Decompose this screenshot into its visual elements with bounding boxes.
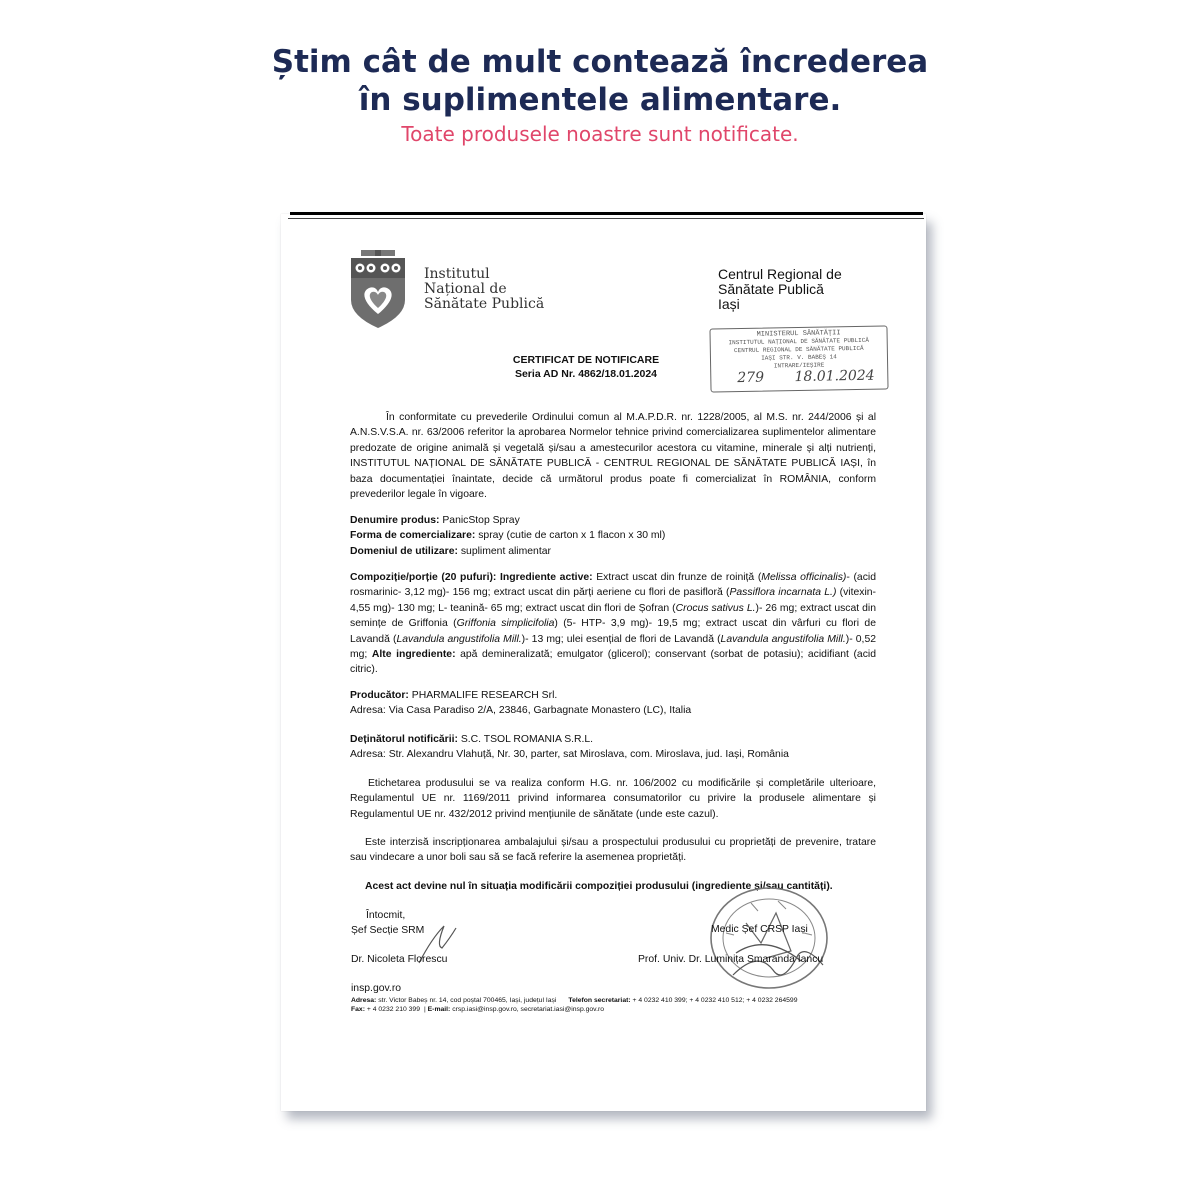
- regional-centre-name: [718, 267, 842, 312]
- composition-text-8: apă demineralizată; emulgator (glicerol); conservant (sorbat de potasiu); acidifiant (acid citric).: [350, 649, 876, 676]
- product-domain: supliment alimentar: [457, 545, 551, 557]
- forbidden-claims-paragraph: Este interzisă inscripționarea ambalajului și/sau a prospectului produsului cu proprietăți de prevenire, tratare sau vindecare a unor boli sau să se facă referire la asemenea proprietăți.: [350, 837, 876, 864]
- composition-text-5: ) (5- HTP- 3,9 mg)- 19,5 mg; extract uscat din vârfuri cu flori de Lavandă (: [350, 618, 876, 645]
- composition-text-6: )- 13 mg; ulei esențial de flori de Lavandă (: [521, 633, 721, 645]
- product-domain-label: Domeniul de utilizare:: [350, 545, 458, 557]
- certificate-series-number: Seria AD Nr. 4862/18.01.2024: [514, 368, 658, 380]
- centre-line-1: Centrul Regional de: [718, 266, 842, 282]
- composition-text-4: )- 26 mg; extract uscat din semințe de Griffonia (: [350, 602, 876, 630]
- institute-line-1: Institutul: [424, 266, 490, 282]
- certificate-title: CERTIFICAT DE NOTIFICARE: [512, 354, 660, 366]
- subtitle: Toate produsele noastre sunt notificate.: [401, 122, 799, 146]
- passiflora-latin-name: Passiflora incarnata L.): [729, 587, 837, 599]
- composition-text-2: - (acid rosmarinic- 3,12 mg)- 156 mg; extract uscat din părți aeriene cu flori de pasifloră (: [350, 572, 876, 599]
- melissa-latin-name: Melissa officinalis): [761, 572, 847, 583]
- footer-email-label: E-mail:: [427, 1006, 451, 1013]
- composition-paragraph: [350, 570, 876, 678]
- stamp-line-1: MINISTERUL SĂNĂTĂȚII: [756, 329, 841, 339]
- lavandula-latin-name-2: Lavandula angustifolia Mill.: [720, 633, 846, 645]
- footer-address-label: Adresa:: [351, 997, 377, 1004]
- producer-name: PHARMALIFE RESEARCH Srl.: [408, 690, 558, 701]
- other-ingredients-label: Alte ingrediente:: [371, 649, 456, 661]
- producer-block: [350, 688, 876, 719]
- institute-line-2: Național de: [424, 281, 507, 297]
- certificate-heading: [461, 353, 711, 381]
- footer-contact: Adresa: str. Victor Babeș nr. 14, cod poștal 700465, Iași, județul Iași Telefon secretariat: + 4 0232 410 399; + 4 0232 410 512; + 4 0232 264599 Fax: + 4 0232 210 399 | E-mail: crsp.iasi@insp.gov.ro, secretariat.iasi@insp.gov.ro: [351, 997, 798, 1013]
- product-form: spray (cutie de carton x 1 flacon x 30 ml): [475, 530, 666, 542]
- headline-line-1: Știm cât de mult contează încrederea: [271, 44, 929, 80]
- producer-label: Producător:: [350, 690, 409, 701]
- footer-phone: + 4 0232 410 399; + 4 0232 410 512; + 4 0232 264599: [630, 997, 798, 1004]
- griffonia-latin-name: Griffonia simplicifolia: [456, 618, 555, 630]
- right-signatory-name: Prof. Univ. Dr. Luminița Smaranda Iancu: [638, 954, 824, 965]
- left-signatory-title: Șef Secție SRM: [351, 925, 425, 937]
- prepared-by-label: Întocmit,: [366, 910, 406, 921]
- right-signature-icon: [728, 940, 828, 990]
- product-form-label: Forma de comercializare:: [350, 530, 476, 542]
- holder-name: S.C. TSOL ROMANIA S.R.L.: [457, 734, 594, 745]
- product-name: PanicStop Spray: [439, 515, 520, 526]
- holder-block: [350, 732, 876, 763]
- intro-paragraph: În conformitate cu prevederile Ordinului comun al M.A.P.D.R. nr. 1228/2005, al M.S. nr. 244/2006 și al A.N.S.V.S.A. nr. 63/2006 referitor la aprobarea Normelor tehnice privind comercializarea suplimentelor alimentare predozate de origine animală și vegetală și/sau a amestecurilor acestora cu vitamine, minerale și alți nutrienți, INSTITUTUL NAȚIONAL DE SĂNĂTATE PUBLICĂ - CENTRUL REGIONAL DE SĂNĂTATE PUBLICĂ IAȘI, în baza documentației înaintate, decide că următorul produs poate fi comercializat în ROMÂNIA, conform prevederilor legale în vigoare.: [350, 412, 876, 501]
- labeling-paragraph: Etichetarea produsului se va realiza conform H.G. nr. 106/2002 cu modificările și completările ulterioare, Regulamentul UE nr. 1169/2011 privind informarea consumatorilor cu privire la produsele alimentare și Regulamentul UE nr. 432/2012 privind mențiunile de sănătate (unde este cazul).: [350, 778, 876, 820]
- footer-website: insp.gov.ro: [351, 983, 402, 994]
- composition-label: Compoziție/porție (20 pufuri): Ingrediente active:: [350, 572, 593, 583]
- left-signatory-name: Dr. Nicoleta Florescu: [351, 954, 448, 965]
- insp-shield-logo-icon: [349, 250, 407, 330]
- footer-address: str. Victor Babeș nr. 14, cod poștal 700465, Iași, județul Iași: [376, 997, 557, 1004]
- stamp-line-5: INTRARE/IEȘIRE: [773, 361, 825, 370]
- stamp-line-2: INSTITUTUL NAȚIONAL DE SĂNĂTATE PUBLICĂ: [728, 336, 869, 347]
- product-details: [350, 513, 876, 559]
- null-act-notice: Acest act devine nul în situația modificării compoziției produsului (ingrediente și/sau cantități).: [365, 881, 833, 892]
- footer-phone-label: Telefon secretariat:: [568, 997, 631, 1004]
- footer-email: crsp.iasi@insp.gov.ro, secretariat.iasi@insp.gov.ro: [450, 1006, 605, 1013]
- headline-line-2: în suplimentele alimentare.: [358, 82, 842, 118]
- institute-line-3: Sănătate Publică: [424, 296, 545, 312]
- crocus-latin-name: Crocus sativus L.: [675, 602, 756, 614]
- composition-text-3: (vitexin- 4,55 mg)- 130 mg; L- teanină- 65 mg; extract uscat din flori de Șofran (: [350, 587, 876, 614]
- stamp-registration-number: 279: [737, 369, 765, 387]
- lavandula-latin-name-1: Lavandula angustifolia Mill.: [396, 633, 522, 645]
- footer-fax-label: Fax:: [351, 1006, 365, 1013]
- stamp-date: 18.01.2024: [794, 367, 875, 386]
- right-signatory-title: Medic Șef CRSP Iași: [711, 924, 808, 935]
- footer-fax: + 4 0232 210 399: [364, 1006, 420, 1013]
- stamp-line-3: CENTRUL REGIONAL DE SĂNĂTATE PUBLICĂ: [733, 344, 864, 355]
- holder-label: Deținătorul notificării:: [350, 734, 458, 745]
- centre-line-3: Iași: [718, 296, 740, 312]
- composition-text-1: Extract uscat din frunze de roiniță (: [592, 572, 762, 583]
- holder-address: Adresa: Str. Alexandru Vlahuță, Nr. 30, parter, sat Miroslava, com. Miroslava, jud. Iași, România: [350, 749, 789, 761]
- producer-address: Adresa: Via Casa Paradiso 2/A, 23846, Garbagnate Monastero (LC), Italia: [350, 705, 692, 717]
- registration-stamp: [709, 325, 888, 392]
- composition-text-7: )- 0,52 mg;: [350, 633, 876, 661]
- product-name-label: Denumire produs:: [350, 515, 440, 526]
- stamp-line-4: IAȘI STR. V. BABEȘ 14: [761, 353, 837, 362]
- institute-name: [424, 267, 544, 312]
- centre-line-2: Sănătate Publică: [718, 281, 824, 297]
